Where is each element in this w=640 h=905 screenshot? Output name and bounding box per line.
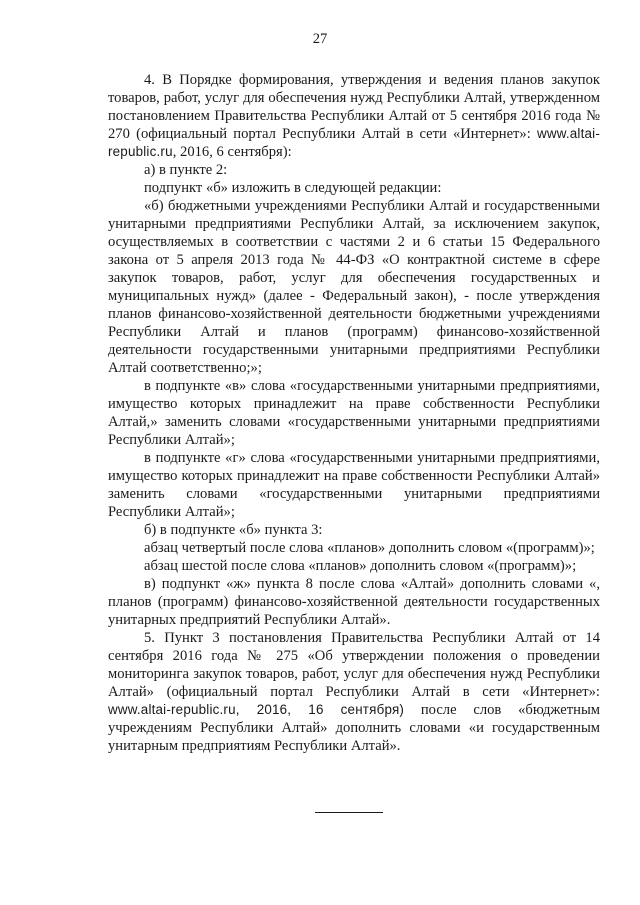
- paragraph-text: б) в подпункте «б» пункта 3:: [144, 522, 323, 538]
- paragraph-text: после слов «бюджетным учреждениям Республики Алтай» дополнить словами «и государственным унитарным предприятиям Республики Алтай».: [108, 702, 600, 754]
- paragraph-text: в) подпункт «ж» пункта 8 после слова «Алтай» дополнить словами «, планов (программ) финансово-хозяйственной деятельности государственных унитарных предприятий Республики Алтай».: [108, 576, 600, 628]
- paragraph: [108, 179, 600, 197]
- paragraph: [108, 377, 600, 449]
- document-body: [108, 71, 600, 755]
- paragraph-text: в подпункте «в» слова «государственными унитарными предприятиями, имущество которых принадлежит на праве собственности Республики Алтай,» заменить словами «государственными унитарными предприятиями Республики Алтай»;: [108, 378, 600, 448]
- paragraph: [108, 71, 600, 161]
- paragraph: [108, 629, 600, 755]
- paragraph-text: 5. Пункт 3 постановления Правительства Республики Алтай от 14 сентября 2016 года № 275 «Об утверждении положения о проведении мониторинга закупок товаров, работ, услуг для обеспечения нужд Республики Алтай» (официальный портал Республики Алтай в сети «Интернет»:: [108, 630, 600, 700]
- paragraph-text: в подпункте «г» слова «государственными унитарными предприятиями, имущество которых принадлежит на праве собственности Республики Алтай» заменить словами «государственными унитарными предприятиями Республики Алтай»;: [108, 450, 600, 520]
- paragraph: [108, 197, 600, 377]
- paragraph: [108, 161, 600, 179]
- paragraph: [108, 449, 600, 521]
- paragraph-text: а) в пункте 2:: [144, 162, 228, 178]
- url-text: www.altai-republic.ru: [108, 126, 600, 159]
- paragraph-text: 4. В Порядке формирования, утверждения и ведения планов закупок товаров, работ, услуг для обеспечения нужд Республики Алтай, утвержденном постановлением Правительства Республики Алтай от 5 сентября 2016 года № 270 (официальный портал Республики Алтай в сети «Интернет»:: [108, 72, 600, 142]
- paragraph: [108, 539, 600, 557]
- paragraph-text: абзац четвертый после слова «планов» дополнить словом «(программ)»;: [144, 540, 595, 556]
- paragraph-text: подпункт «б» изложить в следующей редакции:: [144, 180, 442, 196]
- paragraph: [108, 521, 600, 539]
- paragraph-text: «б) бюджетными учреждениями Республики Алтай и государственными унитарными предприятиями Республики Алтай, за исключением закупок, осуществляемых в соответствии с частями 2 и 6 статьи 15 Федерального закона от 5 апреля 2013 года № 44-ФЗ «О контрактной системе в сфере закупок товаров, работ, услуг для обеспечения государственных и муниципальных нужд» (далее - Федеральный закон), - после утверждения планов финансово-хозяйственной деятельности бюджетными учреждениями Республики Алтай и планов (программ) финансово-хозяйственной деятельности государственными унитарными предприятиями Республики Алтай соответственно;»;: [108, 198, 600, 376]
- paragraph: [108, 557, 600, 575]
- paragraph: [108, 575, 600, 629]
- end-rule: [315, 812, 383, 813]
- url-text: www.altai-republic.ru, 2016, 16 сентября): [108, 702, 405, 717]
- page-number: 27: [312, 31, 328, 47]
- paragraph-text: абзац шестой после слова «планов» дополнить словом «(программ)»;: [144, 558, 577, 574]
- paragraph-text: , 2016, 6 сентября):: [172, 144, 292, 160]
